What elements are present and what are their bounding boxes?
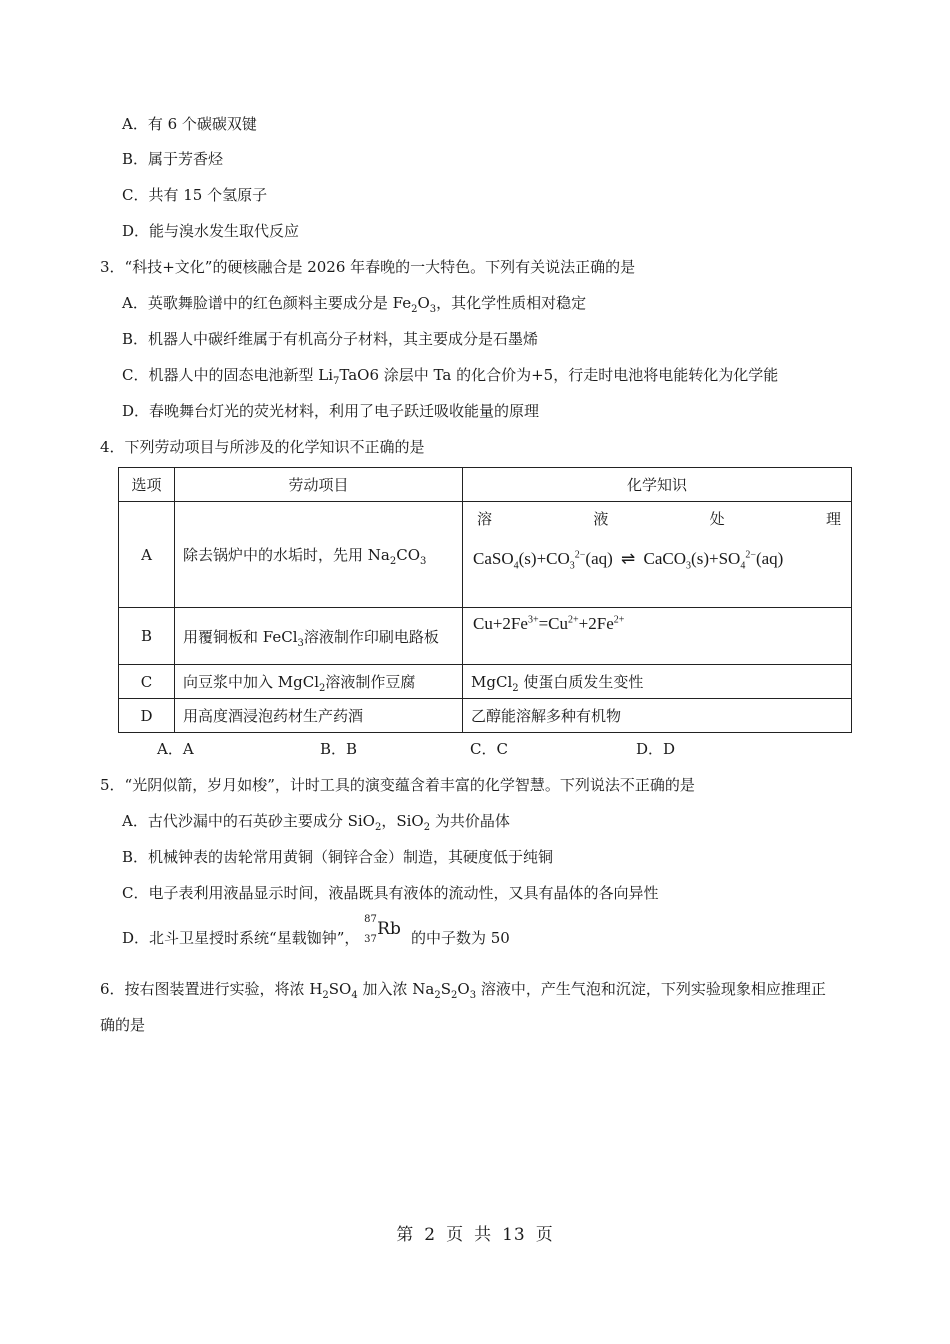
q4-answer-d: D．D (636, 740, 676, 758)
q4-answer-b: B．B (320, 740, 358, 758)
row-b-equation: $Cu+2Fe^{3+}=Cu^{2+}+2Fe^{2+}$ (473, 614, 625, 633)
page-footer: 第 2 页 共 13 页 (396, 1225, 554, 1245)
row-a-task: 除去锅炉中的水垢时，先用 $Na_2CO_3$ (175, 502, 463, 608)
q5-stem: 5．“光阴似箭，岁月如梭”，计时工具的演变蕴含着丰富的化学智慧。下列说法不正确的是 (100, 776, 695, 794)
row-c-knowledge: MgCl$_2$ 使蛋白质发生变性 (463, 665, 852, 699)
equilibrium-arrow-icon: ⇌ (621, 549, 636, 568)
q3-stem: 3．“科技+文化”的硬核融合是 2026 年春晚的一大特色。下列有关说法正确的是 (100, 258, 636, 276)
q3-option-b: B．机器人中碳纤维属于有机高分子材料，其主要成分是石墨烯 (122, 330, 539, 348)
q6-stem-line2: 确的是 (100, 1016, 146, 1034)
table-row (119, 502, 852, 608)
table-row (119, 665, 852, 699)
header-knowledge: 化学知识 (463, 468, 852, 502)
q5-option-d: D．北斗卫星授时系统“星载铷钟”， 87 37 Rb 的中子数为 50 (122, 914, 510, 947)
row-d-option: D (119, 699, 175, 733)
q2-option-d: D．能与溴水发生取代反应 (122, 222, 300, 240)
q4-answer-c: C．C (470, 740, 508, 758)
q2-option-c: C．共有 15 个氢原子 (122, 186, 268, 204)
row-b-task: 用覆铜板和 FeCl$_3$溶液制作印刷电路板 (175, 608, 463, 665)
q4-answer-a: A．A (157, 740, 194, 758)
q4-stem: 4．下列劳动项目与所涉及的化学知识不正确的是 (100, 438, 425, 456)
header-task: 劳动项目 (175, 468, 463, 502)
table-row (119, 608, 852, 665)
q4-table (118, 467, 852, 733)
row-b-knowledge (463, 608, 852, 665)
q5-option-c: C．电子表利用液晶显示时间，液晶既具有液体的流动性，又具有晶体的各向异性 (122, 884, 659, 902)
row-a-equation: $CaSO_4(s)+CO_3^{2-}(aq)$ ⇌ $CaCO_3(s)+SO_4^{2-}(aq)$ (473, 549, 784, 572)
q5-option-b: B．机械钟表的齿轮常用黄铜（铜锌合金）制造，其硬度低于纯铜 (122, 848, 554, 866)
row-d-knowledge: 乙醇能溶解多种有机物 (463, 699, 852, 733)
q3-option-a: A．英歌舞脸谱中的红色颜料主要成分是 $Fe_2O_3$，其化学性质相对稳定 (122, 294, 587, 315)
row-a-knowledge (463, 502, 852, 608)
row-b-option: B (119, 608, 175, 665)
table-header-row (119, 468, 852, 502)
row-c-option: C (119, 665, 175, 699)
row-a-knowledge-label: 溶 液 处 理 (477, 510, 841, 528)
q2-option-b: B．属于芳香烃 (122, 150, 224, 168)
header-option: 选项 (119, 468, 175, 502)
q2-option-a: A．有 6 个碳碳双键 (122, 115, 257, 133)
q6-stem-line1: 6．按右图装置进行实验，将浓 $H_2SO_4$ 加入浓 $Na_2S_2O_3$ 溶液中，产生气泡和沉淀，下列实验现象相应推理正 (100, 980, 826, 1001)
table-row (119, 699, 852, 733)
q3-option-c: C．机器人中的固态电池新型 $Li_7TaO6$ 涂层中 Ta 的化合价为+5，行走时电池将电能转化为化学能 (122, 366, 779, 387)
q5-option-a: A．古代沙漏中的石英砂主要成分 SiO$_2$，SiO$_2$ 为共价晶体 (122, 812, 510, 833)
row-d-task: 用高度酒浸泡药材生产药酒 (175, 699, 463, 733)
row-a-option: A (119, 502, 175, 608)
q3-option-d: D．春晚舞台灯光的荧光材料，利用了电子跃迁吸收能量的原理 (122, 402, 540, 420)
row-c-task: 向豆浆中加入 MgCl$_2$溶液制作豆腐 (175, 665, 463, 699)
nuclide-symbol: 87 37 Rb (364, 914, 401, 945)
